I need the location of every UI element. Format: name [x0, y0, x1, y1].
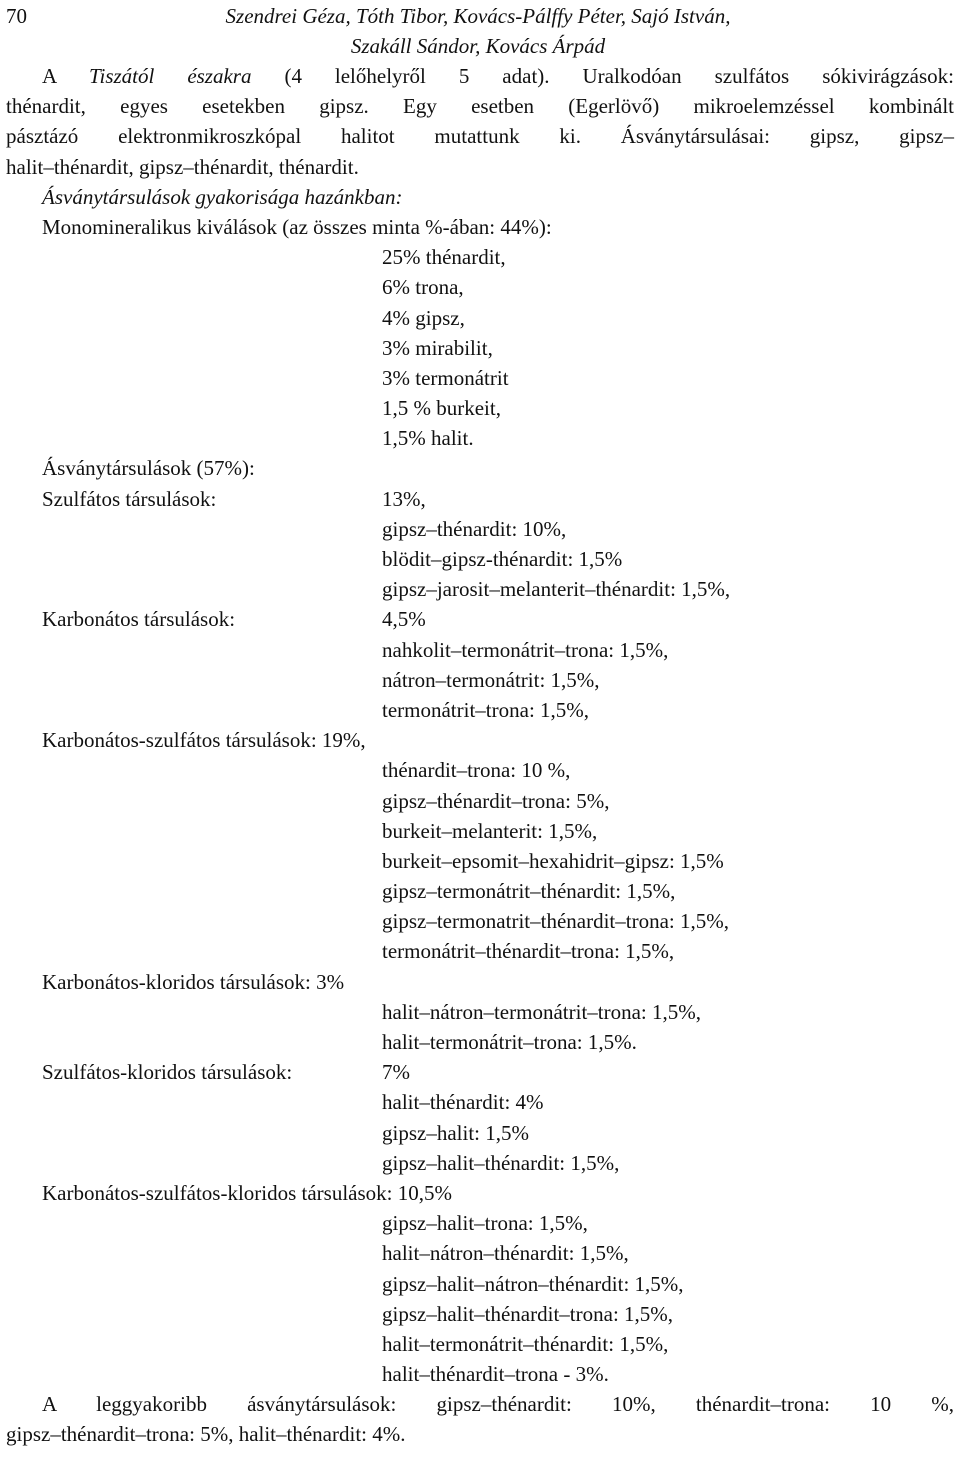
running-head-authors-line2: Szakáll Sándor, Kovács Árpád [350, 34, 606, 58]
intro-line-1 [6, 61, 954, 91]
carbonate-total: 4,5% [382, 607, 426, 632]
list-item: gipsz–jarosit–melanterit–thénardit: 1,5%, [382, 577, 731, 602]
conclusion-line-1: A leggyakoribb ásványtársulások: gipsz–thénardit: 10%, thénardit–trona: 10 %, [42, 1392, 954, 1417]
list-item: gipsz–thénardit: 10%, [382, 516, 567, 541]
list-item: burkeit–epsomit–hexahidrit–gipsz: 1,5% [382, 848, 724, 873]
intro-line-2: thénardit, egyes esetekben gipsz. Egy esetben (Egerlövő) mikroelemzéssel kombinált [6, 94, 954, 119]
list-item: gipsz–termonatrit–thénardit–trona: 1,5%, [382, 909, 729, 934]
running-head-authors-line1: Szendrei Géza, Tóth Tibor, Kovács-Pálffy Péter, Sajó István, [225, 4, 731, 28]
page-number: 70 [6, 4, 27, 28]
list-item: nátron–termonátrit: 1,5%, [382, 667, 600, 692]
intro-prefix: A [42, 64, 89, 88]
list-item: halit–thénardit: 4% [382, 1090, 544, 1115]
monomineral-heading: Monomineralikus kiválások (az összes minta %-ában: 44%): [42, 214, 552, 239]
list-item: halit–termonátrit–thénardit: 1,5%, [382, 1331, 669, 1356]
list-item: termonátrit–trona: 1,5%, [382, 697, 590, 722]
intro-region: Tiszától északra [88, 64, 252, 88]
sulfate-label: Szulfátos társulások: [42, 486, 217, 511]
conclusion-line-2: gipsz–thénardit–trona: 5%, halit–thénardit: 4%. [6, 1422, 406, 1447]
list-item: gipsz–halit: 1,5% [382, 1120, 529, 1145]
intro-line-3: pásztázó elektronmikroszkópal halitot mutattunk ki. Ásványtársulásai: gipsz, gipsz– [6, 124, 954, 149]
page-body [6, 61, 954, 1450]
list-item: thénardit–trona: 10 %, [382, 758, 571, 783]
list-item: 25% thénardit, [382, 245, 506, 270]
sulfate-chloride-heading-row [6, 1057, 954, 1087]
carbonate-heading-row [6, 604, 954, 634]
carbonate-sulfate-heading: Karbonátos-szulfátos társulások: 19%, [42, 728, 366, 753]
list-item: 1,5 % burkeit, [382, 396, 501, 421]
carbonate-label: Karbonátos társulások: [42, 607, 236, 632]
carbonate-sulfate-chloride-heading: Karbonátos-szulfátos-kloridos társulások: 10,5% [42, 1180, 453, 1205]
list-item: gipsz–halit–thénardit–trona: 1,5%, [382, 1301, 674, 1326]
section-heading: Ásványtársulások gyakorisága hazánkban: [42, 184, 403, 209]
list-item: burkeit–melanterit: 1,5%, [382, 818, 598, 843]
list-item: 1,5% halit. [382, 426, 474, 451]
carbonate-chloride-heading: Karbonátos-kloridos társulások: 3% [42, 969, 345, 994]
intro-line-4: halit–thénardit, gipsz–thénardit, thénardit. [6, 154, 359, 179]
associations-heading: Ásványtársulások (57%): [42, 456, 255, 481]
list-item: gipsz–halit–nátron–thénardit: 1,5%, [382, 1271, 684, 1296]
list-item: gipsz–thénardit–trona: 5%, [382, 788, 610, 813]
sulfate-heading-row [6, 484, 954, 514]
list-item: 4% gipsz, [382, 305, 465, 330]
list-item: 3% termonátrit [382, 365, 509, 390]
list-item: halit–thénardit–trona - 3%. [382, 1362, 609, 1387]
list-item: halit–nátron–thénardit: 1,5%, [382, 1241, 629, 1266]
sulfate-chloride-label: Szulfátos-kloridos társulások: [42, 1060, 293, 1085]
list-item: 3% mirabilit, [382, 335, 493, 360]
list-item: termonátrit–thénardit–trona: 1,5%, [382, 939, 675, 964]
list-item: halit–termonátrit–trona: 1,5%. [382, 1030, 637, 1054]
intro-line1-rest: (4 lelőhelyről 5 adat). Uralkodóan szulfátos sókivirágzások: [251, 64, 955, 88]
list-item: halit–nátron–termonátrit–trona: 1,5%, [382, 999, 701, 1024]
list-item: 6% trona, [382, 275, 464, 300]
list-item: nahkolit–termonátrit–trona: 1,5%, [382, 637, 669, 662]
sulfate-total: 13%, [382, 486, 426, 511]
list-item: gipsz–termonátrit–thénardit: 1,5%, [382, 879, 676, 904]
list-item: gipsz–halit–thénardit: 1,5%, [382, 1150, 620, 1175]
list-item: blödit–gipsz-thénardit: 1,5% [382, 547, 623, 571]
list-item: gipsz–halit–trona: 1,5%, [382, 1211, 588, 1236]
sulfate-chloride-total: 7% [382, 1060, 410, 1085]
page-header [0, 0, 960, 62]
